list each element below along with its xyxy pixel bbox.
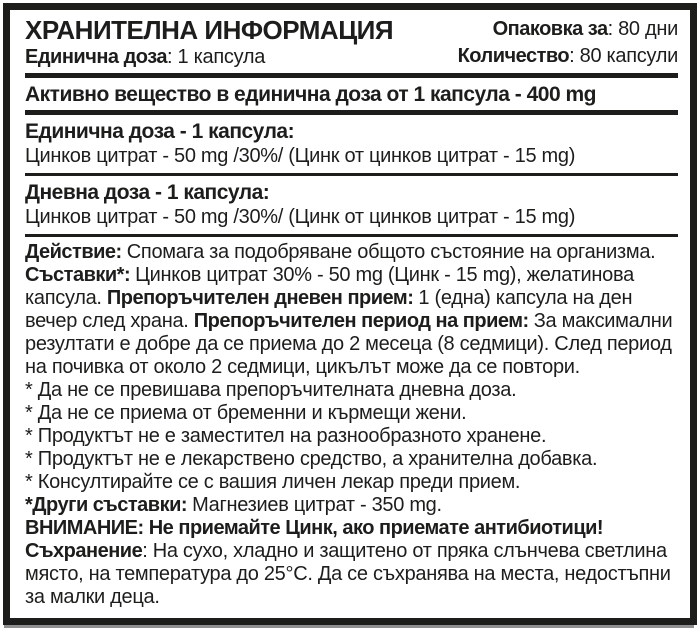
other-ingredients-line: *Други съставки: Магнезиев цитрат - 350 mg. xyxy=(25,494,442,516)
unit-dose-value: : 1 капсула xyxy=(167,46,266,68)
package-value: : 80 дни xyxy=(607,18,678,40)
quantity-value: : 80 капсули xyxy=(569,45,678,67)
storage-paragraph: Съхранение: На сухо, хладно и защитено от пряка слънчева светлина място, на температура до 25°C. Да се съхранява на места, недостъпни за малки деца. xyxy=(25,540,671,608)
warnings-list xyxy=(25,379,678,494)
single-dose-section xyxy=(25,119,678,169)
unit-dose-label: Единична доза xyxy=(25,46,168,68)
details-paragraph: Действие: Спомага за подобряване общото състояние на организма. Съставки*: Цинков цитрат 30% - 50 mg (Цинк - 15 mg), желатинова капсула. Препоръчителен дневен прием: 1 (една) капсула на ден вечер след храна. Препоръчителен период на прием: За максимални резултати е добре да се приема до 2 месеца (8 седмици). След период на почивка от около 2 седмици, цикълът може да се повтори. xyxy=(25,241,673,378)
nutrition-label-panel xyxy=(3,3,697,625)
single-dose-heading: Единична доза - 1 капсула: xyxy=(25,120,295,143)
daily-dose-heading: Дневна доза - 1 капсула: xyxy=(25,181,270,204)
label-header xyxy=(25,15,678,70)
divider xyxy=(25,73,678,78)
label-content xyxy=(10,10,690,609)
warning-item: * Да не се превишава препоръчителната дневна доза. xyxy=(25,379,517,401)
active-substance-line: Активно вещество в единична доза от 1 капсула - 400 mg xyxy=(25,83,596,106)
single-dose-content: Цинков цитрат - 50 mg /30%/ (Цинк от цинков цитрат - 15 mg) xyxy=(25,145,576,167)
daily-dose-section xyxy=(25,180,678,230)
warning-item: * Продуктът не е лекарствено средство, а хранителна добавка. xyxy=(25,448,598,470)
label-title: ХРАНИТЕЛНА ИНФОРМАЦИЯ xyxy=(25,15,394,45)
header-left-column xyxy=(25,15,393,70)
divider xyxy=(25,234,678,237)
daily-dose-content: Цинков цитрат - 50 mg /30%/ (Цинк от цинков цитрат - 15 mg) xyxy=(25,206,576,228)
header-right-column xyxy=(458,15,678,69)
quantity-label: Количество xyxy=(457,45,570,67)
package-line xyxy=(458,15,678,44)
package-label: Опаковка за xyxy=(492,18,608,40)
warning-item: * Продуктът не е заместител на разнообразното хранене. xyxy=(25,425,547,447)
warning-item: * Консултирайте се с вашия личен лекар преди прием. xyxy=(25,471,521,493)
attention-line: ВНИМАНИЕ: Не приемайте Цинк, ако приемате антибиотици! xyxy=(25,517,604,539)
warning-item: * Да не се приема от бременни и кърмещи жени. xyxy=(25,402,467,424)
quantity-line xyxy=(458,44,678,69)
divider xyxy=(25,110,678,115)
divider xyxy=(25,173,678,176)
unit-dose-line xyxy=(25,45,393,70)
